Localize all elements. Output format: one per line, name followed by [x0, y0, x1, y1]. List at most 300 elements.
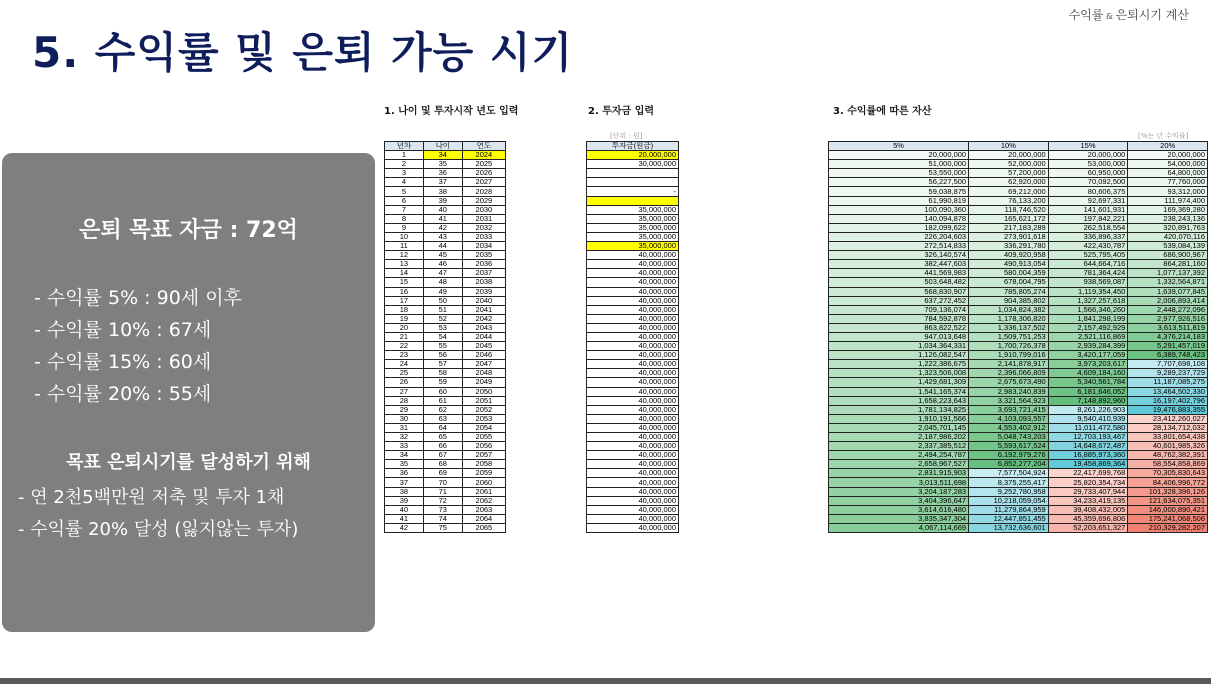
principal-cell: 40,000,000 — [587, 351, 679, 360]
year-no-cell: 42 — [385, 523, 424, 532]
asset-cell: 60,950,000 — [1048, 169, 1128, 178]
year-no-cell: 4 — [385, 178, 424, 187]
age-cell: 63 — [423, 414, 462, 423]
asset-cell: 6,181,646,052 — [1048, 387, 1128, 396]
asset-cell: 23,412,260,027 — [1128, 414, 1208, 423]
age-cell: 70 — [423, 478, 462, 487]
year-no-cell: 8 — [385, 214, 424, 223]
asset-cell: 1,541,165,374 — [829, 387, 969, 396]
table-row — [829, 469, 1208, 478]
table-row — [829, 378, 1208, 387]
asset-cell: 61,990,819 — [829, 196, 969, 205]
year-cell: 2047 — [462, 360, 505, 369]
asset-cell: 59,038,875 — [829, 187, 969, 196]
year-cell: 2049 — [462, 378, 505, 387]
asset-cell: 1,323,506,008 — [829, 369, 969, 378]
principal-cell: 40,000,000 — [587, 433, 679, 442]
asset-cell: 11,187,085,275 — [1128, 378, 1208, 387]
asset-cell: 51,000,000 — [829, 160, 969, 169]
year-cell: 2034 — [462, 242, 505, 251]
year-no-cell: 12 — [385, 251, 424, 260]
age-cell: 61 — [423, 396, 462, 405]
asset-cell: 947,013,648 — [829, 332, 969, 341]
year-cell: 2054 — [462, 423, 505, 432]
header-tag-amp: & — [1103, 12, 1116, 21]
asset-cell: 48,762,382,391 — [1128, 451, 1208, 460]
table-row — [829, 287, 1208, 296]
age-cell: 34 — [423, 151, 462, 160]
principal-cell: - — [587, 187, 679, 196]
year-no-cell: 34 — [385, 451, 424, 460]
principal-cell: 40,000,000 — [587, 478, 679, 487]
table-row — [829, 214, 1208, 223]
asset-cell: 20,000,000 — [1048, 151, 1128, 160]
asset-cell: 422,430,787 — [1048, 242, 1128, 251]
table-row — [829, 196, 1208, 205]
principal-cell: 40,000,000 — [587, 332, 679, 341]
summary-panel — [2, 153, 375, 632]
asset-cell: 53,000,000 — [1048, 160, 1128, 169]
asset-cell: 637,272,452 — [829, 296, 969, 305]
asset-cell: 19,476,883,355 — [1128, 405, 1208, 414]
asset-cell: 8,375,255,417 — [969, 478, 1049, 487]
principal-cell: 40,000,000 — [587, 323, 679, 332]
asset-cell: 441,569,983 — [829, 269, 969, 278]
asset-cell: 2,658,967,527 — [829, 460, 969, 469]
principal-cell: 40,000,000 — [587, 405, 679, 414]
age-cell: 64 — [423, 423, 462, 432]
asset-cell: 539,084,139 — [1128, 242, 1208, 251]
table-row — [385, 478, 506, 487]
table-row — [587, 169, 679, 178]
table-row — [829, 205, 1208, 214]
year-no-cell: 38 — [385, 487, 424, 496]
table-row — [587, 214, 679, 223]
principal-cell — [587, 178, 679, 187]
table-row — [587, 469, 679, 478]
asset-cell: 1,781,134,825 — [829, 405, 969, 414]
table-row — [587, 523, 679, 532]
principal-cell: 40,000,000 — [587, 442, 679, 451]
year-no-cell: 39 — [385, 496, 424, 505]
asset-cell: 165,621,172 — [969, 214, 1049, 223]
asset-cell: 273,901,618 — [969, 232, 1049, 241]
age-cell: 69 — [423, 469, 462, 478]
col-header-rate-5: 5% — [829, 142, 969, 151]
year-cell: 2036 — [462, 260, 505, 269]
table-row — [385, 523, 506, 532]
asset-cell: 409,920,958 — [969, 251, 1049, 260]
year-cell: 2052 — [462, 405, 505, 414]
age-cell: 44 — [423, 242, 462, 251]
asset-cell: 101,328,396,126 — [1128, 487, 1208, 496]
asset-cell: 1,034,364,331 — [829, 342, 969, 351]
year-cell: 2050 — [462, 387, 505, 396]
asset-cell: 7,707,698,108 — [1128, 360, 1208, 369]
asset-cell: 3,693,721,415 — [969, 405, 1049, 414]
asset-cell: 3,404,396,647 — [829, 496, 969, 505]
table-row — [385, 487, 506, 496]
age-cell: 51 — [423, 305, 462, 314]
asset-cell: 22,417,699,768 — [1048, 469, 1128, 478]
year-cell: 2044 — [462, 332, 505, 341]
asset-cell: 11,011,472,580 — [1048, 423, 1128, 432]
age-cell: 46 — [423, 260, 462, 269]
asset-cell: 1,910,799,016 — [969, 351, 1049, 360]
asset-cell: 20,000,000 — [829, 151, 969, 160]
table-row — [385, 305, 506, 314]
asset-cell: 9,289,237,729 — [1128, 369, 1208, 378]
age-cell: 59 — [423, 378, 462, 387]
asset-cell: 1,639,077,845 — [1128, 287, 1208, 296]
principal-cell: 40,000,000 — [587, 278, 679, 287]
year-cell: 2062 — [462, 496, 505, 505]
principal-cell: 40,000,000 — [587, 496, 679, 505]
year-no-cell: 21 — [385, 332, 424, 341]
year-no-cell: 31 — [385, 423, 424, 432]
age-cell: 62 — [423, 405, 462, 414]
asset-cell: 2,983,240,839 — [969, 387, 1049, 396]
year-no-cell: 25 — [385, 369, 424, 378]
asset-cell: 678,004,795 — [969, 278, 1049, 287]
asset-cell: 1,327,257,618 — [1048, 296, 1128, 305]
asset-cell: 54,000,000 — [1128, 160, 1208, 169]
asset-cell: 1,126,082,547 — [829, 351, 969, 360]
asset-cell: 29,733,407,944 — [1048, 487, 1128, 496]
col-header-principal: 투자금(원금) — [587, 142, 679, 151]
asset-cell: 2,977,926,516 — [1128, 314, 1208, 323]
principal-cell: 40,000,000 — [587, 378, 679, 387]
asset-cell: 5,291,457,019 — [1128, 342, 1208, 351]
asset-cell: 9,540,410,939 — [1048, 414, 1128, 423]
asset-cell: 4,553,402,912 — [969, 423, 1049, 432]
year-cell: 2026 — [462, 169, 505, 178]
age-cell: 47 — [423, 269, 462, 278]
year-no-cell: 6 — [385, 196, 424, 205]
asset-cell: 7,577,504,924 — [969, 469, 1049, 478]
table-row — [829, 523, 1208, 532]
age-cell: 38 — [423, 187, 462, 196]
asset-cell: 1,222,386,675 — [829, 360, 969, 369]
table-row — [829, 487, 1208, 496]
table-row — [385, 287, 506, 296]
year-no-cell: 35 — [385, 460, 424, 469]
asset-cell: 5,593,617,524 — [969, 442, 1049, 451]
asset-cell: 336,896,337 — [1048, 232, 1128, 241]
asset-cell: 226,204,603 — [829, 232, 969, 241]
rate-line-15: - 수익률 15% : 60세 — [34, 351, 212, 373]
age-cell: 65 — [423, 433, 462, 442]
asset-cell: 69,212,000 — [969, 187, 1049, 196]
asset-cell: 1,429,681,309 — [829, 378, 969, 387]
principal-cell: 35,000,000 — [587, 205, 679, 214]
page-title: 5. 수익률 및 은퇴 가능 시기 — [32, 28, 574, 77]
table-row — [587, 505, 679, 514]
asset-cell: 2,045,701,145 — [829, 423, 969, 432]
rate-note: [%는 년 수익률] — [1138, 132, 1189, 140]
year-no-cell: 10 — [385, 232, 424, 241]
table-row — [587, 296, 679, 305]
asset-cell: 28,134,712,032 — [1128, 423, 1208, 432]
principal-cell: 40,000,000 — [587, 251, 679, 260]
asset-cell: 182,099,622 — [829, 223, 969, 232]
age-cell: 74 — [423, 514, 462, 523]
age-cell: 73 — [423, 505, 462, 514]
principal-cell — [587, 169, 679, 178]
age-cell: 49 — [423, 287, 462, 296]
age-cell: 57 — [423, 360, 462, 369]
asset-cell: 1,658,223,643 — [829, 396, 969, 405]
age-cell: 50 — [423, 296, 462, 305]
year-cell: 2042 — [462, 314, 505, 323]
asset-cell: 3,614,616,480 — [829, 505, 969, 514]
table-row — [829, 387, 1208, 396]
asset-cell: 52,000,000 — [969, 160, 1049, 169]
asset-cell: 1,178,306,820 — [969, 314, 1049, 323]
col-header-year: 연도 — [462, 142, 505, 151]
asset-cell: 210,329,282,207 — [1128, 523, 1208, 532]
asset-cell: 1,700,726,378 — [969, 342, 1049, 351]
table-row — [587, 396, 679, 405]
asset-cell: 2,521,116,869 — [1048, 332, 1128, 341]
asset-cell: 10,218,059,054 — [969, 496, 1049, 505]
asset-cell: 2,939,284,399 — [1048, 342, 1128, 351]
principal-cell: 40,000,000 — [587, 260, 679, 269]
table-row — [587, 160, 679, 169]
investment-table — [586, 141, 679, 533]
asset-cell: 64,800,000 — [1128, 169, 1208, 178]
asset-cell: 70,305,830,643 — [1128, 469, 1208, 478]
year-cell: 2064 — [462, 514, 505, 523]
asset-cell: 3,835,347,304 — [829, 514, 969, 523]
asset-cell: 40,601,985,326 — [1128, 442, 1208, 451]
asset-cell: 76,133,200 — [969, 196, 1049, 205]
year-cell: 2053 — [462, 414, 505, 423]
asset-cell: 1,034,824,382 — [969, 305, 1049, 314]
asset-cell: 169,369,280 — [1128, 205, 1208, 214]
table-row — [385, 405, 506, 414]
header-tag-post: 은퇴시기 계산 — [1115, 8, 1189, 22]
asset-cell: 2,396,066,809 — [969, 369, 1049, 378]
asset-cell: 92,697,331 — [1048, 196, 1128, 205]
retirement-goal: 은퇴 목표 자금 : 72억 — [79, 218, 298, 243]
asset-cell: 3,321,564,923 — [969, 396, 1049, 405]
asset-cell: 121,634,075,351 — [1128, 496, 1208, 505]
year-cell: 2057 — [462, 451, 505, 460]
age-cell: 60 — [423, 387, 462, 396]
asset-cell: 938,569,087 — [1048, 278, 1128, 287]
table-row — [385, 314, 506, 323]
asset-cell: 25,820,354,734 — [1048, 478, 1128, 487]
principal-cell: 40,000,000 — [587, 451, 679, 460]
asset-cell: 141,601,931 — [1048, 205, 1128, 214]
year-no-cell: 13 — [385, 260, 424, 269]
year-no-cell: 28 — [385, 396, 424, 405]
year-no-cell: 17 — [385, 296, 424, 305]
year-cell: 2041 — [462, 305, 505, 314]
asset-cell: 904,385,802 — [969, 296, 1049, 305]
rate-line-10: - 수익률 10% : 67세 — [34, 319, 212, 341]
asset-cell: 420,070,116 — [1128, 232, 1208, 241]
principal-cell: 40,000,000 — [587, 305, 679, 314]
year-cell: 2038 — [462, 278, 505, 287]
rate-line-5: - 수익률 5% : 90세 이후 — [34, 287, 242, 309]
asset-cell: 4,609,184,160 — [1048, 369, 1128, 378]
principal-cell: 40,000,000 — [587, 396, 679, 405]
year-no-cell: 11 — [385, 242, 424, 251]
year-no-cell: 1 — [385, 151, 424, 160]
principal-cell: 40,000,000 — [587, 287, 679, 296]
age-cell: 66 — [423, 442, 462, 451]
asset-cell: 34,233,419,135 — [1048, 496, 1128, 505]
asset-cell: 1,119,354,450 — [1048, 287, 1128, 296]
table-row — [587, 478, 679, 487]
asset-cell: 2,006,893,414 — [1128, 296, 1208, 305]
asset-cell: 3,420,177,059 — [1048, 351, 1128, 360]
unit-note: [단위 : 원] — [610, 132, 643, 140]
age-cell: 58 — [423, 369, 462, 378]
table-row — [385, 396, 506, 405]
year-no-cell: 19 — [385, 314, 424, 323]
age-cell: 37 — [423, 178, 462, 187]
asset-cell: 1,841,298,199 — [1048, 314, 1128, 323]
year-no-cell: 32 — [385, 433, 424, 442]
asset-cell: 580,004,359 — [969, 269, 1049, 278]
col-header-year-no: 년차 — [385, 142, 424, 151]
year-cell: 2059 — [462, 469, 505, 478]
age-cell: 52 — [423, 314, 462, 323]
table-row — [829, 187, 1208, 196]
asset-cell: 785,805,274 — [969, 287, 1049, 296]
table-row — [829, 305, 1208, 314]
year-cell: 2035 — [462, 251, 505, 260]
year-cell: 2045 — [462, 342, 505, 351]
rate-line-20: - 수익률 20% : 55세 — [34, 383, 212, 405]
asset-cell: 503,648,482 — [829, 278, 969, 287]
col-header-age: 나이 — [423, 142, 462, 151]
asset-cell: 58,554,858,869 — [1128, 460, 1208, 469]
year-cell: 2037 — [462, 269, 505, 278]
asset-cell: 12,703,193,467 — [1048, 433, 1128, 442]
asset-cell: 262,518,554 — [1048, 223, 1128, 232]
footer-bar — [0, 678, 1211, 684]
asset-table — [828, 141, 1208, 533]
asset-cell: 118,746,520 — [969, 205, 1049, 214]
asset-cell: 33,801,654,438 — [1128, 433, 1208, 442]
year-cell: 2051 — [462, 396, 505, 405]
table-row — [829, 505, 1208, 514]
col-header-rate-15: 15% — [1048, 142, 1128, 151]
asset-cell: 644,664,716 — [1048, 260, 1128, 269]
asset-cell: 320,891,763 — [1128, 223, 1208, 232]
table-row — [385, 178, 506, 187]
table-row — [587, 378, 679, 387]
year-no-cell: 14 — [385, 269, 424, 278]
header-tag — [1069, 6, 1189, 23]
principal-cell: 40,000,000 — [587, 342, 679, 351]
principal-cell: 40,000,000 — [587, 523, 679, 532]
col-header-rate-20: 20% — [1128, 142, 1208, 151]
table-row — [385, 196, 506, 205]
section-2-label: 2. 투자금 입력 — [588, 106, 655, 117]
age-cell: 36 — [423, 169, 462, 178]
year-no-cell: 15 — [385, 278, 424, 287]
year-cell: 2032 — [462, 223, 505, 232]
year-cell: 2039 — [462, 287, 505, 296]
asset-cell: 140,094,878 — [829, 214, 969, 223]
age-cell: 41 — [423, 214, 462, 223]
age-cell: 55 — [423, 342, 462, 351]
asset-cell: 784,592,878 — [829, 314, 969, 323]
asset-cell: 5,340,561,784 — [1048, 378, 1128, 387]
year-cell: 2027 — [462, 178, 505, 187]
year-cell: 2058 — [462, 460, 505, 469]
asset-cell: 7,148,892,960 — [1048, 396, 1128, 405]
asset-cell: 2,187,986,202 — [829, 433, 969, 442]
principal-cell: 40,000,000 — [587, 296, 679, 305]
asset-cell: 326,140,574 — [829, 251, 969, 260]
asset-cell: 1,077,137,392 — [1128, 269, 1208, 278]
asset-cell: 20,000,000 — [969, 151, 1049, 160]
table-row — [587, 314, 679, 323]
age-cell: 54 — [423, 332, 462, 341]
principal-cell: 40,000,000 — [587, 423, 679, 432]
year-no-cell: 22 — [385, 342, 424, 351]
principal-cell: 35,000,000 — [587, 232, 679, 241]
age-cell: 45 — [423, 251, 462, 260]
principal-cell: 40,000,000 — [587, 460, 679, 469]
age-cell: 48 — [423, 278, 462, 287]
asset-cell: 864,281,160 — [1128, 260, 1208, 269]
year-no-cell: 9 — [385, 223, 424, 232]
table-row — [385, 214, 506, 223]
asset-cell: 382,447,603 — [829, 260, 969, 269]
asset-cell: 146,000,890,421 — [1128, 505, 1208, 514]
year-no-cell: 33 — [385, 442, 424, 451]
asset-cell: 4,103,093,557 — [969, 414, 1049, 423]
asset-cell: 52,203,651,327 — [1048, 523, 1128, 532]
asset-cell: 14,648,672,487 — [1048, 442, 1128, 451]
asset-cell: 1,910,191,566 — [829, 414, 969, 423]
year-no-cell: 27 — [385, 387, 424, 396]
year-cell: 2033 — [462, 232, 505, 241]
year-cell: 2063 — [462, 505, 505, 514]
table-row — [829, 278, 1208, 287]
year-no-cell: 23 — [385, 351, 424, 360]
principal-cell — [587, 196, 679, 205]
table-row — [829, 314, 1208, 323]
year-cell: 2056 — [462, 442, 505, 451]
asset-cell: 272,514,833 — [829, 242, 969, 251]
asset-cell: 781,364,424 — [1048, 269, 1128, 278]
principal-cell: 20,000,000 — [587, 151, 679, 160]
table-row — [385, 278, 506, 287]
asset-cell: 2,494,254,787 — [829, 451, 969, 460]
table-row — [587, 496, 679, 505]
asset-cell: 70,092,500 — [1048, 178, 1128, 187]
col-header-rate-10: 10% — [969, 142, 1049, 151]
table-row — [385, 387, 506, 396]
principal-cell: 40,000,000 — [587, 487, 679, 496]
asset-cell: 53,550,000 — [829, 169, 969, 178]
table-row — [829, 396, 1208, 405]
table-row — [587, 387, 679, 396]
asset-cell: 1,332,564,871 — [1128, 278, 1208, 287]
table-row — [587, 278, 679, 287]
asset-cell: 9,252,780,958 — [969, 487, 1049, 496]
header-tag-pre: 수익률 — [1068, 8, 1104, 22]
year-no-cell: 16 — [385, 287, 424, 296]
